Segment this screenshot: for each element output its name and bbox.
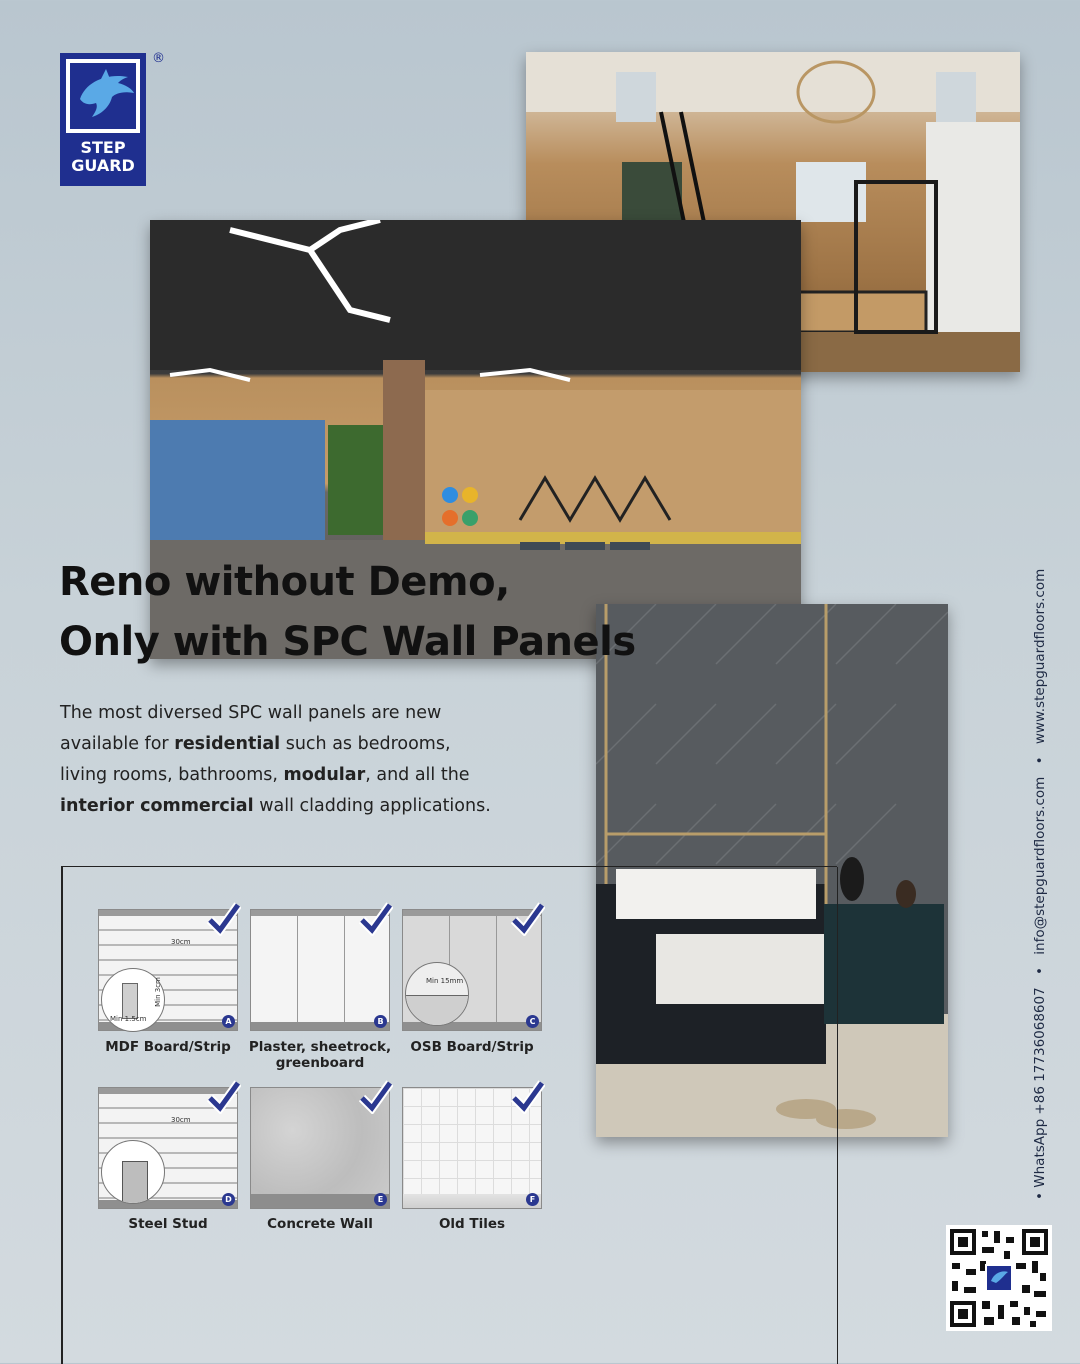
checkmark-icon xyxy=(207,1080,241,1114)
substrate-label-c: OSB Board/Strip xyxy=(410,1039,534,1055)
checkmark-icon xyxy=(207,902,241,936)
qr-code-icon[interactable] xyxy=(946,1225,1052,1331)
dimension-label: Min 15mm xyxy=(426,977,464,985)
contact-whatsapp[interactable]: WhatsApp +86 17736068607 xyxy=(1032,987,1048,1188)
checkmark-icon xyxy=(511,1080,545,1114)
body-bold-commercial: interior commercial xyxy=(60,796,254,816)
substrate-tile-b xyxy=(250,909,390,1031)
body-text-2: such as bedrooms, living rooms, bathrooms, xyxy=(60,734,451,785)
detail-circle xyxy=(101,1140,165,1204)
brand-name-line2: GUARD xyxy=(71,156,135,175)
body-bold-modular: modular xyxy=(283,765,366,785)
tile-letter-badge: B xyxy=(374,1015,387,1028)
tile-letter-badge: D xyxy=(222,1193,235,1206)
substrate-tile-e xyxy=(250,1087,390,1209)
substrate-label-a: MDF Board/Strip xyxy=(105,1039,231,1055)
dolphin-logo-icon xyxy=(66,59,140,133)
contact-email[interactable]: info@stepguardfloors.com xyxy=(1032,776,1048,955)
tile-letter-badge: A xyxy=(222,1015,235,1028)
body-text-3: , and all the xyxy=(365,765,470,785)
brand-name-line1: STEP xyxy=(80,138,126,157)
registered-mark: ® xyxy=(152,51,165,66)
headline-line2: Only with SPC Wall Panels xyxy=(59,619,636,665)
substrate-tile-c xyxy=(402,909,542,1031)
headline-line1: Reno without Demo, xyxy=(59,559,510,605)
body-text-1: The most diversed SPC wall panels are new available for xyxy=(60,703,442,754)
tile-letter-badge: F xyxy=(526,1193,539,1206)
dimension-label: 30cm xyxy=(171,938,191,946)
substrate-label-b: Plaster, sheetrock, greenboard xyxy=(248,1039,392,1071)
contact-website[interactable]: www.stepguardfloors.com xyxy=(1032,568,1048,745)
substrate-tile-f xyxy=(402,1087,542,1209)
checkmark-icon xyxy=(511,902,545,936)
dimension-label: Min 1.5cm xyxy=(110,1015,147,1023)
substrate-label-e: Concrete Wall xyxy=(267,1216,373,1232)
body-text-4: wall cladding applications. xyxy=(253,796,491,816)
checkmark-icon xyxy=(359,902,393,936)
substrate-label-f: Old Tiles xyxy=(438,1216,506,1232)
tile-letter-badge: C xyxy=(526,1015,539,1028)
body-bold-residential: residential xyxy=(174,734,281,754)
substrate-tile-d xyxy=(98,1087,238,1209)
headline xyxy=(59,552,679,672)
tile-letter-badge: E xyxy=(374,1193,387,1206)
contact-info-vertical: • WhatsApp +86 17736068607 • info@stepguardfloors.com • www.stepguardfloors.com xyxy=(1032,568,1048,1200)
checkmark-icon xyxy=(359,1080,393,1114)
dimension-label: 30cm xyxy=(171,1116,191,1124)
substrate-label-d: Steel Stud xyxy=(128,1216,208,1232)
detail-circle xyxy=(405,962,469,1026)
panel-divider xyxy=(837,867,838,1364)
dimension-label: Min 3cm xyxy=(153,977,162,1007)
stepguard-logo xyxy=(60,51,165,186)
body-paragraph xyxy=(60,698,500,822)
substrate-tile-a xyxy=(98,909,238,1031)
